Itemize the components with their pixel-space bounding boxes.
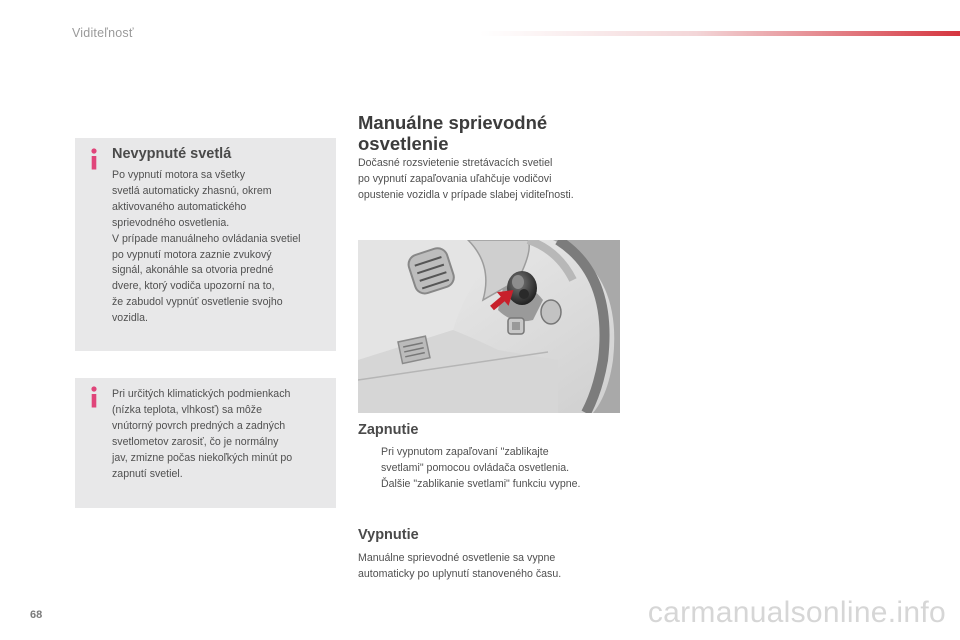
list-item-text: Pri vypnutom zapaľovaní "zablikajte svetlami" pomocou ovládača osvetlenia. <box>381 446 570 474</box>
info-icon <box>89 148 99 170</box>
watermark: carmanualsonline.info <box>647 596 946 629</box>
subsection-title-on: Zapnutie <box>358 422 419 438</box>
off-description: Manuálne sprievodné osvetlenie sa vypne automaticky po uplynutí stanoveného času. <box>358 552 562 580</box>
info-icon <box>89 386 99 408</box>
subsection-title-off: Vypnutie <box>358 527 419 543</box>
info-box-text: Po vypnutí motora sa všetky svetlá automaticky zhasnú, okrem aktivovaného automatického sprievodného osvetlenia. V prípade manuálneho ovládania svetiel po vypnutí motora zaznie zvukový signál, akonáhle sa otvoria predné dvere, ktorý vodiča upozorní na to, že zabudol vypnúť osvetlenie svojho vozidla. <box>112 169 301 325</box>
info-box-text: Pri určitých klimatických podmienkach (nízka teplota, vlhkosť) sa môže vnútorný povrch predných a zadných svetlometov zarosiť, čo je normálny jav, zmizne počas niekoľkých minút po zapnutí svetiel. <box>112 388 293 480</box>
page-number: 68 <box>30 609 43 621</box>
info-box-condensation <box>75 378 336 508</box>
list-item <box>358 445 638 477</box>
on-instructions-list <box>358 445 638 493</box>
section-intro: Dočasné rozsvietenie stretávacích svetiel po vypnutí zapaľovania uľahčuje vodičovi opustenie vozidla v prípade slabej viditeľnosti. <box>358 157 574 201</box>
light-switch-photo <box>358 240 620 413</box>
info-box-title: Nevypnuté svetlá <box>112 146 232 162</box>
info-box-lights-left-on <box>75 138 336 351</box>
list-item <box>358 477 638 493</box>
section-title: Manuálne sprievodné osvetlenie <box>358 112 548 154</box>
list-item-text: Ďalšie "zablikanie svetlami" funkciu vypne. <box>381 477 581 490</box>
header-accent-line <box>480 31 960 36</box>
chapter-title: Viditeľnosť <box>72 26 134 40</box>
